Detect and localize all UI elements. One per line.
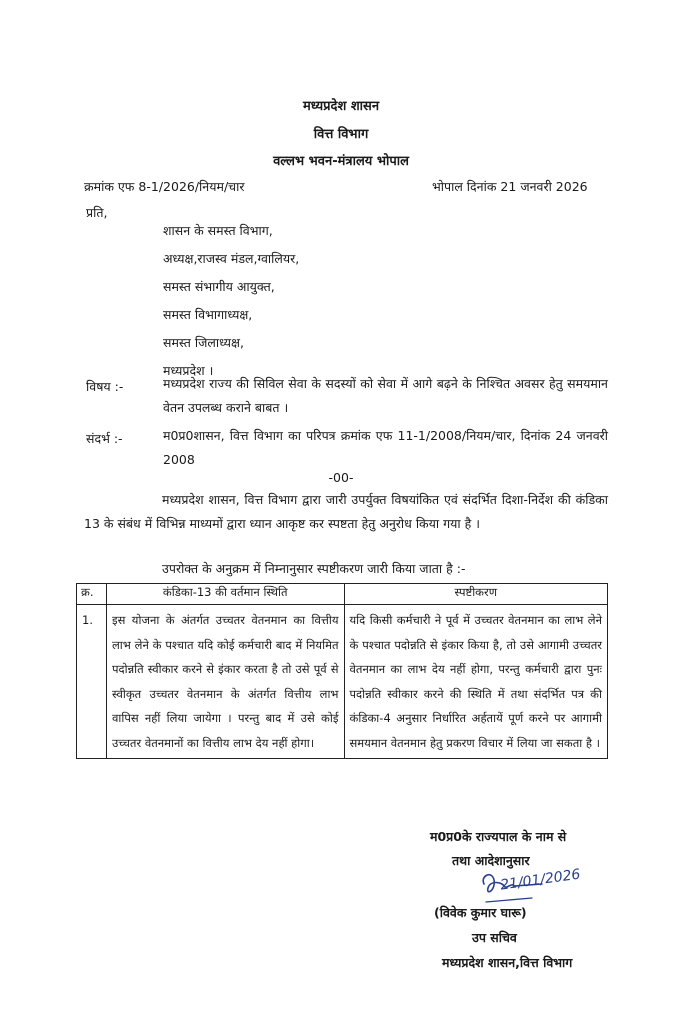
- recipient-item: अध्यक्ष,राजस्व मंडल,ग्वालियर,: [163, 251, 300, 266]
- letter-date: भोपाल दिनांक 21 जनवरी 2026: [432, 179, 588, 194]
- signatory-name: (विवेक कुमार घारू): [434, 905, 527, 920]
- handwritten-date: 21/01/2026: [499, 866, 582, 894]
- recipient-item: समस्त जिलाध्यक्ष,: [163, 335, 244, 350]
- header-government: मध्यप्रदेश शासन: [302, 99, 380, 114]
- subject-text: मध्यप्रदेश राज्य की सिविल सेवा के सदस्यों को सेवा में आगे बढ़ने के निश्चित अवसर हेतु समयमान वेतन उपलब्ध कराने बाबत ।: [163, 376, 608, 415]
- cell-current-status: इस योजना के अंतर्गत उच्चतर वेतनमान का वित्तीय लाभ लेने के पश्चात यदि कोई कर्मचारी बाद में नियमित पदोन्नति स्वीकार करने से इंकार करता है तो उसे पूर्व से स्वीकृत उच्चतर वेतनमान के अंतर्गत वित्तीय लाभ वापिस नहीं लिया जायेगा । परन्तु बाद में उसे कोई उच्चतर वेतनमानों का वित्तीय लाभ देय नहीं होगा।: [106, 605, 344, 759]
- signature-authority-line: म0प्र0के राज्यपाल के नाम से: [430, 829, 567, 844]
- reference-text: म0प्र0शासन, वित्त विभाग का परिपत्र क्रमांक एफ 11-1/2008/नियम/चार, दिनांक 24 जनवरी 2008: [163, 428, 608, 467]
- cell-serial: 1.: [77, 605, 107, 759]
- letter-number: क्रमांक एफ 8-1/2026/नियम/चार: [84, 179, 245, 194]
- subject-label: विषय :-: [86, 379, 124, 394]
- header-department: वित्त विभाग: [313, 127, 369, 142]
- signatory-designation: उप सचिव: [472, 930, 517, 945]
- body-paragraph-2: उपरोक्त के अनुक्रम में निम्नानुसार स्पष्टीकरण जारी किया जाता है :-: [162, 561, 466, 576]
- recipient-item: समस्त विभागाध्यक्ष,: [163, 307, 253, 322]
- header-current-status: कंडिका-13 की वर्तमान स्थिति: [106, 584, 344, 605]
- signatory-department: मध्यप्रदेश शासन,वित्त विभाग: [442, 955, 573, 970]
- table-header-row: [77, 584, 608, 605]
- to-label: प्रति,: [86, 205, 108, 220]
- header-serial: क्र.: [77, 584, 107, 605]
- recipient-item: मध्यप्रदेश ।: [163, 363, 214, 378]
- header-address: वल्लभ भवन-मंत्रालय भोपाल: [273, 154, 409, 169]
- header-clarification: स्पष्टीकरण: [344, 584, 607, 605]
- recipient-item: शासन के समस्त विभाग,: [163, 223, 273, 238]
- recipients-list: [163, 222, 299, 390]
- cell-clarification: यदि किसी कर्मचारी ने पूर्व में उच्चतर वेतनमान का लाभ लेने के पश्चात पदोन्नति से इंकार किया है, तो उसे आगामी उच्चतर वेतनमान का लाभ देय नहीं होगा, परन्तु कर्मचारी द्वारा पुनः पदोन्नति स्वीकार करने की स्थिति में तथा संदर्भित पत्र की कंडिका-4 अनुसार निर्धारित अर्हतायें पूर्ण करने पर आगामी समयमान वेतनमान हेतु प्रकरण विचार में लिया जा सकता है ।: [344, 605, 607, 759]
- reference-label: संदर्भ :-: [86, 431, 123, 446]
- body-paragraph-1: मध्यप्रदेश शासन, वित्त विभाग द्वारा जारी उपर्युक्त विषयांकित एवं संदर्भित दिशा-निर्देश की कंडिका 13 के संबंध में विभिन्न माध्यमों द्वारा ध्यान आकृष्ट कर स्पष्टता हेतु अनुरोध किया गया है ।: [84, 492, 608, 531]
- clarification-table: [76, 583, 608, 759]
- separator: -00-: [328, 470, 354, 485]
- recipient-item: समस्त संभागीय आयुक्त,: [163, 279, 275, 294]
- table-row: [77, 605, 608, 759]
- signature-order-line: तथा आदेशानुसार: [452, 853, 530, 868]
